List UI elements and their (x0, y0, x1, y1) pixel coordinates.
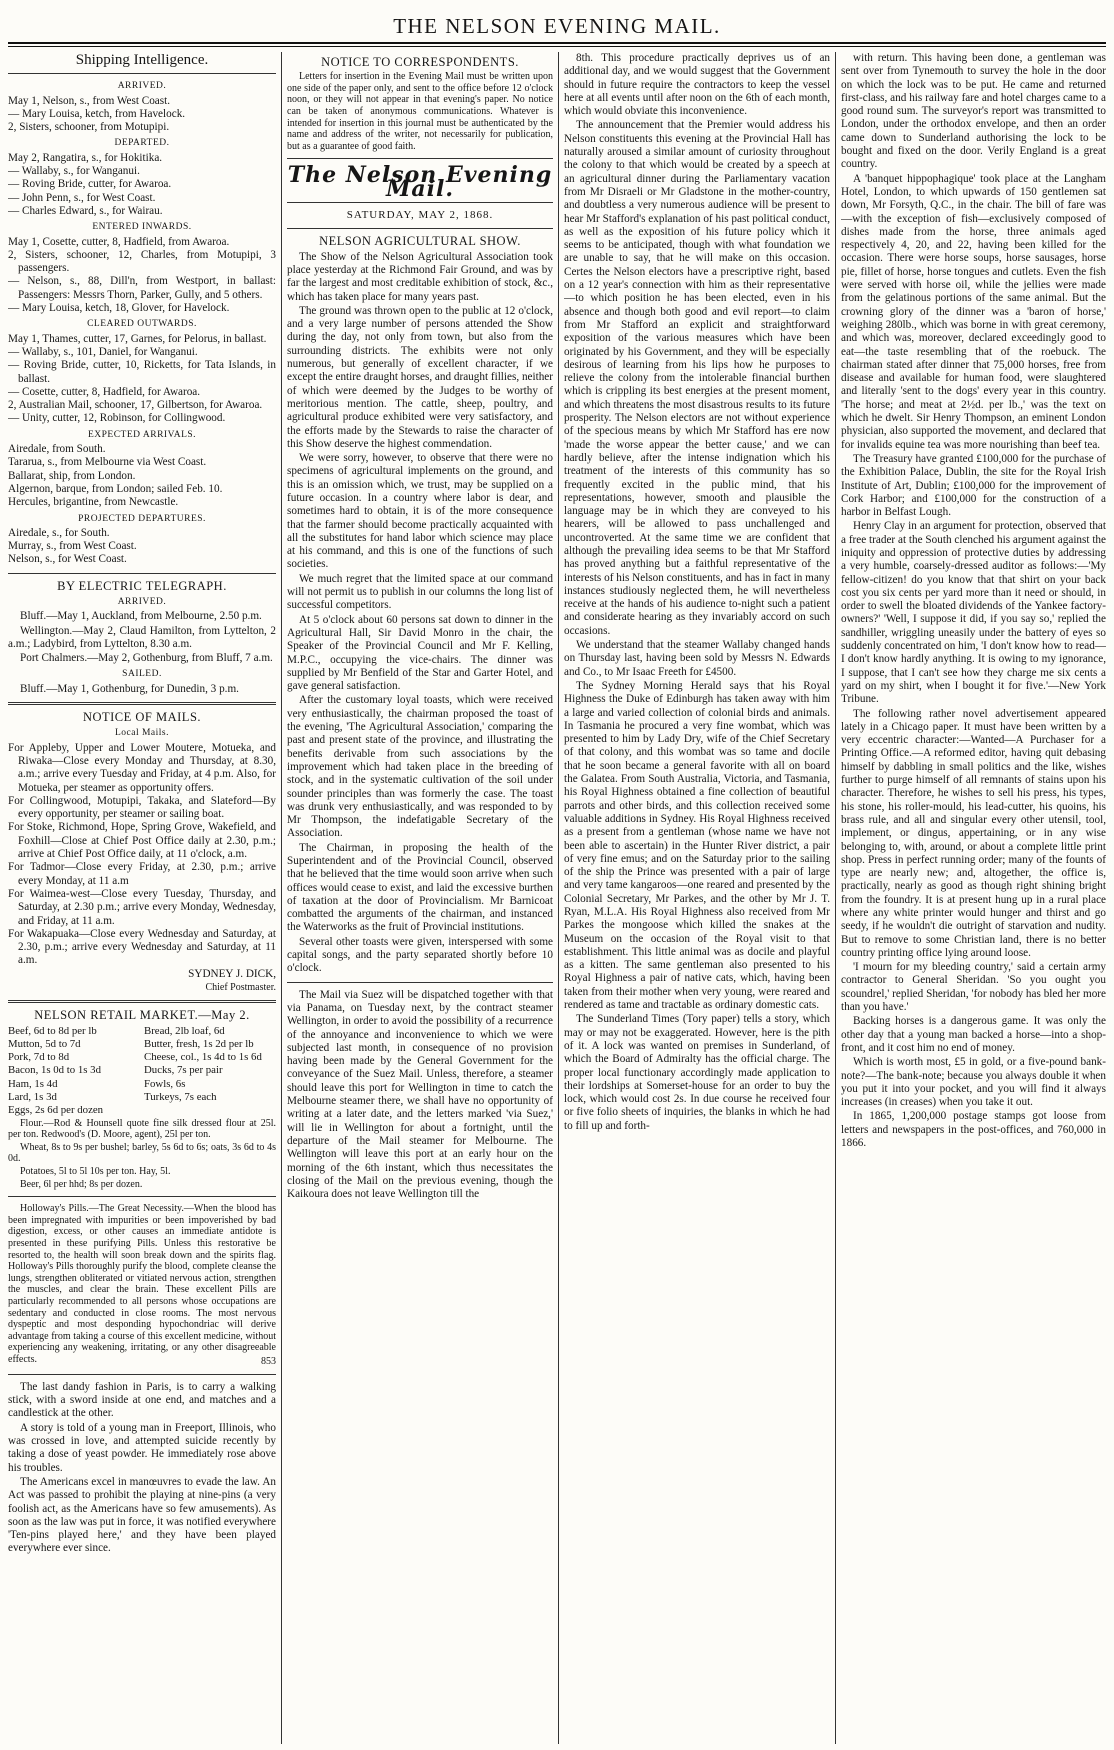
paragraph: Henry Clay in an argument for protection, observed that a free trader at the South clenched his argument against the iniquity and oppression of protective duties by addressing a very humble, coarsely-dressed auditor as follows:—'My fellow-citizen! do you know that that shirt on your back cost you six cents per yard more than it need or should, in order to swell the bloated dividends of the Yankee factory-owners?' 'Well, I suppose it did, if you say so,' replied the sandhiller, wriggling uneasily under the battery of eyes so suddenly concentrated on him, 'I don't know how to read—I don't know hardly anything. It is owing to my ignorance, I suppose, that I can't see how they charge me six cents a yard on my shirt, when I bought it for five.'—New York Tribune. (841, 520, 1106, 706)
cleared-label: CLEARED OUTWARDS. (87, 319, 197, 330)
paragraph: The Chairman, in proposing the health of the Superintendent and of the Provincial Council, observed that he believed that the time would soon arrive when such offices would cease to exist, and laid the excessive burthen of taxation at the door of Provincialism. Mr Barnicoat combatted the arguments of the chairman, and instanced the Waterworks as the fruit of Provincial institutions. (287, 841, 553, 934)
list-item: For Wakapuaka—Close every Wednesday and Saturday, at 2.30, p.m.; arrive every Wednesday and Saturday, at 11 a.m. (8, 927, 276, 967)
list-item: For Stoke, Richmond, Hope, Spring Grove, Wakefield, and Foxhill—Close at Chief Post Office daily at 2.30, p.m.; arrive at Chief Post Office daily, at 11 o'clock, a.m. (8, 821, 276, 861)
projected-label: PROJECTED DEPARTURES. (78, 513, 206, 524)
paragraph: Several other toasts were given, interspersed with some capital songs, and the party separated shortly before 10 o'clock. (287, 935, 553, 975)
list-item: — Roving Bride, cutter, for Awaroa. (8, 178, 172, 191)
expected-list (8, 443, 276, 509)
list-item: Ham, 1s 4d (8, 1077, 58, 1090)
shipping-title: Shipping Intelligence. (75, 52, 209, 68)
paragraph: Port Chalmers.—May 2, Gothenburg, from Bluff, 7 a.m. (20, 652, 273, 665)
entered-label: ENTERED INWARDS. (92, 222, 192, 233)
list-item: Mutton, 5d to 7d (8, 1037, 81, 1050)
expected-label: EXPECTED ARRIVALS. (87, 429, 197, 440)
list-item: — Cosette, cutter, 8, Hadfield, for Awaroa. (8, 385, 201, 398)
paragraph: The Mail via Suez will be dispatched together with that via Panama, on Tuesday next, by the contract steamer Wellington, in order to avoid the possibility of a recurrence of the annoyance and inconvenience to which we were subjected last month, in consequence of no provision having been made by the General Government for the conveyance of the Suez Mail. Unless, therefore, a steamer should leave this port for Wellington in time to catch the Melbourne steamer there, we shall have no opportunity of writing at a later date, and the letters marked 'via Suez,' will lie in Wellington for about a fortnight, until the departure of the Mail steamer for Melbourne. The Wellington will leave this port at an early hour on the morning of the 6th instant, which thus necessitates the closing of the Mail on the previous evening, though the Kaikoura does not leave Wellington till the (287, 988, 553, 1201)
column-2 (287, 52, 553, 1744)
divider (287, 228, 553, 229)
list-item: For Waimea-west—Close every Tuesday, Thursday, and Saturday, at 2.30 p.m.; arrive every Monday, Wednesday, and Friday, at 11 a.m. (8, 887, 276, 927)
paragraph: The last dandy fashion in Paris, is to carry a walking stick, with a sword inside at one end, and matches and a candlestick at the other. (8, 1380, 276, 1420)
market-right (144, 1025, 276, 1118)
divider (8, 1196, 276, 1197)
column-3-paragraphs (564, 52, 830, 1133)
list-item: Ducks, 7s per pair (144, 1064, 223, 1077)
paragraph: Bluff.—May 1, Auckland, from Melbourne, 2.50 p.m. (20, 610, 262, 623)
paragraph: with return. This having been done, a gentleman was sent over from Tynemouth to survey the hole in the door on which the lock was to be put. He came and returned first-class, and his railway fare and hotel charges came to a good round sum. The surveyor's report was transmitted to London, under the orthodox envelope, and then an order came down to Sunderland authorising the lock to be bought and fixed on the door. Verily England is a great country. (841, 52, 1106, 171)
paragraph: The Treasury have granted £100,000 for the purchase of the Exhibition Palace, Dublin, the site for the Royal Irish Institute of Art, Dublin; £100,000 for the improvement of Cork Harbor; and £100,000 for the construction of a harbor in Belfast Lough. (841, 452, 1106, 519)
list-item: Nelson, s., for West Coast. (8, 553, 127, 566)
list-item: Bread, 2lb loaf, 6d (144, 1024, 225, 1037)
paragraph: The Sydney Morning Herald says that his Royal Highness the Duke of Edinburgh has taken away with him a large and varied collection of colonial birds and animals. In Tasmania he procured a very fine wombat, which was presented to him by Lady Dry, wife of the Chief Secretary of that colony, and this wombat was so tame and docile that he soon became a general favorite with all on board the Galatea. From South Australia, Victoria, and Tasmania, his Royal Highness obtained a fine collection of beautiful parrots and other birds, and this collection received some valuable additions in Sydney. His Royal Highness received as a present from a gentleman (whose name we have not been able to ascertain) in the Hunter River district, a pair of very fine emus; and on the Saturday prior to the sailing of the ship the Prince was presented with a pair of large and very tame kangaroos—one reared and presented by the Colonial Secretary, Mr Parkes, and the other by Mr J. T. Ryan, M.L.A. His Royal Highness also received from Mr Parkes the mongoose which killed the snakes at the Museum on the occasion of the Royal visit to that establishment. This little animal was as docile and playful as a kitten. The same gentleman also presented to his Royal Highness a pair of native cats, which, having been taken from their mother when very young, were reared and rendered as tame and tractable as ordinary domestic cats. (564, 679, 830, 1012)
list-item: Eggs, 2s 6d per dozen (8, 1104, 104, 1117)
list-item: Airedale, s., for South. (8, 526, 110, 539)
show-title: NELSON AGRICULTURAL SHOW. (319, 234, 521, 249)
market-notes (8, 1118, 276, 1191)
show-article (287, 251, 553, 976)
list-item: — Wallaby, s., for Wanganui. (8, 165, 140, 178)
paragraph: 'I mourn for my bleeding country,' said a certain army contractor to General Sheridan. 'So you ought you scoundrel,' replied Sheridan, 'for nobody has bled her more than you have.' (841, 961, 1106, 1014)
list-item: — Mary Louisa, ketch, 18, Glover, for Havelock. (8, 302, 230, 315)
nameplate: The Nelson Evening Mail. (287, 162, 553, 202)
tel-arrived-label: ARRIVED. (117, 596, 167, 607)
departed-list (8, 152, 276, 218)
list-item: — John Penn, s., for West Coast. (8, 191, 156, 204)
divider (8, 573, 276, 574)
column-1-paragraphs (8, 1381, 276, 1556)
list-item: Beef, 6d to 8d per lb (8, 1024, 97, 1037)
tel-sailed-label: SAILED. (122, 669, 162, 680)
paragraph: After the customary loyal toasts, which were received very enthusiastically, the chairman proposed the toast of the evening, 'The Agricultural Association,' comparing the past and present state of the province, and illustrating the benefits derivable from such associations by the improvement which had taken place in the breeding of stock, and in the systematic cultivation of the soil under sounder principles than was formerly the case. The toast was drunk very enthusiastically, and was responded to by Mr Thompson, the indefatigable Secretary of the Association. (287, 694, 553, 840)
divider (8, 702, 276, 705)
list-item: Turkeys, 7s each (144, 1091, 217, 1104)
column-divider (281, 52, 282, 1744)
list-item: Tararua, s., from Melbourne via West Coast. (8, 456, 207, 469)
list-item: — Roving Bride, cutter, 10, Ricketts, for Tata Islands, in ballast. (8, 359, 276, 385)
paragraph: Bluff.—May 1, Gothenburg, for Dunedin, 3 p.m. (20, 682, 239, 695)
list-item: For Appleby, Upper and Lower Moutere, Motueka, and Riwaka—Close every Monday and Thursday, at 8.30, a.m.; arrive every Tuesday and Friday, at 4 p.m. Also, for Motueka, per steamer as opportunity offers. (8, 741, 276, 794)
paragraph: The announcement that the Premier would address his Nelson constituents this evening at the Provincial Hall has naturally aroused a similar amount of curiosity throughout the colony to that which would be created by a speech at an agricultural dinner during the Parliamentary vacation from Mr Disraeli or Mr Gladstone in the mother-country, and doubtless a very numerous audience will be present to hear Mr Stafford's explanation of his past political conduct, as well as the exposition of his future policy which it seems to be anticipated, though with what foundation we are unable to say, that he will make on this occasion. Certes the Nelson electors have a prescriptive right, based on a 12 year's connection with him as their representative—to which position he has been elected, even in his absence and though both good and evil report—to claim from Mr Stafford an explicit and straightforward exposition of the various measures which have been originated by his Government, and they will be especially desirous of learning from his lips how he purposes to relieve the colony from the intolerable financial burthen which is crippling its best energies at the present moment, and which threatens the most disastrous results to its future prosperity. The Nelson electors are not without experience of the specious means by which Mr Stafford has ere now 'made the worse appear the better cause,' and we can hardly believe, after the intense indignation which his treatment of the interests of this community has so frequently excited in the public mind, that his representations, however, smooth and plausible the language may be in which they are conveyed to his hearers, will be allowed to pass unchallenged and uncontroverted. At the same time we are confident that although the prevailing idea seems to be that Mr Stafford has proved anything but a faithful representative of the interests of his Nelson constituents, and has in fact in many instances studiously neglected them, he will nevertheless receive at the hands of his audience to-night such a patient and considerate hearing as they invariably accord on such occasions. (564, 119, 830, 637)
list-item: — Charles Edward, s., for Wairau. (8, 204, 163, 217)
paragraph: At 5 o'clock about 60 persons sat down to dinner in the Agricultural Hall, Sir David Monro in the chair, the Speaker of the Provincial Council and Mr F. Kelling, M.P.C., occupying the vice-chairs. The dinner was supplied by Mr Benfield of the Star and Garter Hotel, and gave general satisfaction. (287, 613, 553, 693)
paragraph: We much regret that the limited space at our command will not permit us to publish in our columns the long list of successful competitors. (287, 572, 553, 612)
list-item: Pork, 7d to 8d (8, 1051, 70, 1064)
list-item: May 1, Cosette, cutter, 8, Hadfield, from Awaroa. (8, 235, 230, 248)
list-item: For Tadmor—Close every Friday, at 2.30, p.m.; arrive every Monday, at 11 a.m (8, 861, 276, 887)
list-item: 2, Sisters, schooner, from Motupipi. (8, 121, 170, 134)
paragraph: Flour.—Rod & Hounsell quote fine silk dressed flour at 25l. per ton. Redwood's (D. Moore, agent), 25l per ton. (8, 1117, 276, 1141)
list-item: Airedale, from South. (8, 443, 106, 456)
tel-sailed-list (8, 683, 276, 696)
list-item: 2, Australian Mail, schooner, 17, Gilbertson, for Awaroa. (8, 399, 263, 412)
mails-signature-title: Chief Postmaster. (205, 982, 276, 993)
mails-list (8, 742, 276, 968)
list-item: Ballarat, ship, from London. (8, 469, 136, 482)
paragraph: A story is told of a young man in Freeport, Illinois, who was crossed in love, and attempted suicide recently by taking a dose of yeast powder. He immediately rose above his troubles. (8, 1421, 276, 1474)
arrived-label: ARRIVED. (117, 81, 167, 92)
paragraph: A 'banquet hippophagique' took place at the Langham Hotel, London, to which upwards of 150 gentlemen sat down, Mr Forsyth, Q.C., in the chair. The bill of fare was—with the exception of fish—exclusively composed of dishes made from the horse, three animals aged respectively 4, 20, and 22, having been killed for the occasion. There were horse soups, horse sausages, horse pie, fillet of horse, horse tongues and cutlets. Even the fish were served with horse oil, while the jellies were made from the gelatinous portions of the same animal. But the crowning glory of the dinner was a 'baron of horse,' weighing 280lb., which was borne in with great ceremony, and which was, moreover, declared exceedingly good to eat—the taste resembling that of the roebuck. The chairman stated after dinner that 75,000 horses, free from disease and available for human food, were slaughtered and literally 'sent to the dogs' every year in this country. 'The horse; and meat at 2½d. per lb.,' was the text on which he dwelt. Sir Henry Thompson, an eminent London physician, also supported the movement, and declared that for invalids equine tea was more nourishing than beef tea. (841, 172, 1106, 451)
divider (287, 202, 553, 203)
list-item: Bacon, 1s 0d to 1s 3d (8, 1064, 101, 1077)
paragraph: Wellington.—May 2, Claud Hamilton, from Lyttelton, 2 a.m.; Ladybird, from Lyttelton, 8.30 a.m. (8, 624, 276, 650)
list-item: May 1, Thames, cutter, 17, Garnes, for Pelorus, in ballast. (8, 332, 267, 345)
list-item: — Unity, cutter, 12, Robinson, for Collingwood. (8, 412, 226, 425)
suez-article (287, 989, 553, 1202)
market-table (8, 1025, 276, 1118)
paragraph: We understand that the steamer Wallaby changed hands on Thursday last, having been sold by Messrs N. Edwards and Co., to Mr Isaac Freeth for £4500. (564, 639, 830, 678)
divider (287, 982, 553, 983)
paragraph: Wheat, 8s to 9s per bushel; barley, 5s 6d to 6s; oats, 3s 6d to 4s 0d. (8, 1141, 276, 1165)
column-divider (835, 52, 836, 1744)
list-item: May 2, Rangatira, s., for Hokitika. (8, 151, 163, 164)
holloway-advert: Holloway's Pills.—The Great Necessity.—When the blood has been impregnated with impurities or been impoverished by bad digestion, excess, or other causes an immediate antidote is presented in these purifying Pills. Unless this restorative be resorted to, the health will soon break down and the spirits flag. Holloway's Pills thoroughly purify the blood, complete cleanse the lungs, strengthen obliterated or vitiated nervous action, strengthen the muscles, and clear the brain. These excellent Pills are particularly recommended to all persons whose occupations are sedentary and conducted in close rooms. The most nervous dyspeptic and most desponding hypochondriac will derive advantage from taking a course of this excellent medicine, without experiencing any weakening, irritating, or any other disagreeable effects. (8, 1203, 276, 1365)
market-left (8, 1025, 140, 1118)
market-title: NELSON RETAIL MARKET.—May 2. (34, 1008, 250, 1023)
notice-text: Letters for insertion in the Evening Mail must be written upon one side of the paper only, and sent to the office before 12 o'clock noon, or they will not appear in that evening's paper. No notice can be taken of anonymous communications. Whatever is intended for insertion in this journal must be authenticated by the name and address of the writer, not necessarily for publication, but as a guarantee of good faith. (287, 71, 553, 152)
paragraph: Backing horses is a dangerous game. It was only the other day that a young man backed a horse—into a shop-front, and it cost him no end of money. (841, 1015, 1106, 1054)
top-rule (8, 42, 1106, 44)
entered-list (8, 236, 276, 316)
paragraph: The Americans excel in manœuvres to evade the law. An Act was passed to prohibit the playing at nine-pins (a very foolish act, as the Americans have so few amusements). As soon as the law was put in force, it was notified everywhere 'Ten-pins played here,' and they have been played everywhere ever since. (8, 1475, 276, 1555)
list-item: Murray, s., from West Coast. (8, 540, 137, 553)
tel-arrived-list (8, 610, 276, 665)
list-item: — Mary Louisa, ketch, from Havelock. (8, 107, 186, 120)
departed-label: DEPARTED. (114, 138, 170, 149)
paragraph: Which is worth most, £5 in gold, or a five-pound bank-note?—The bank-note; because you always double it when you put it into your pocket, and you will find it always increases (in creases) when you take it out. (841, 1056, 1106, 1109)
column-1 (8, 52, 276, 1744)
list-item: Algernon, barque, from London; sailed Feb. 10. (8, 482, 223, 495)
mails-signature: SYDNEY J. DICK, (188, 967, 276, 980)
divider (287, 158, 553, 159)
column-4-paragraphs (841, 52, 1106, 1150)
list-item: Hercules, brigantine, from Newcastle. (8, 496, 179, 509)
divider (8, 1374, 276, 1375)
paragraph: We were sorry, however, to observe that there were no specimens of agricultural implements on the ground, and this is an omission which, we trust, may be supplied on a future occasion. In a country where labor is dear, and sometimes hard to obtain, it is of the more consequence that the farmer should become practically acquainted with all the substitutes for hand labor which science may place at his command, and this is one of the functions of such societies. (287, 452, 553, 571)
masthead: THE NELSON EVENING MAIL. (393, 14, 721, 38)
mails-title: NOTICE OF MAILS. (82, 710, 202, 725)
paragraph: The Show of the Nelson Agricultural Association took place yesterday at the Richmond Fair Ground, and was by far the largest and most creditable exhibition of stock, &c., which has taken place for many years past. (287, 250, 553, 303)
divider (8, 73, 276, 74)
list-item: For Collingwood, Motupipi, Takaka, and Slateford—By every opportunity, per steamer or sailing boat. (8, 794, 276, 821)
paragraph: Beer, 6l per hhd; 8s per dozen. (20, 1178, 143, 1190)
list-item: 2, Sisters, schooner, 12, Charles, from Motupipi, 3 passengers. (8, 248, 276, 275)
list-item: Fowls, 6s (144, 1077, 186, 1090)
paragraph: The following rather novel advertisement appeared lately in a Chicago paper. It must have been written by a very eccentric character:—Wanted—A Purchaser for a Printing Office.—A reformed editor, having quit debasing himself by dabbling in small politics and the like, wishes further to purge himself of all remnants of stains upon his character. Therefore, he wishes to sell his press, his types, his stone, his roller-mould, his lead-cutter, his quoins, his brass rule, and all and singular every other utensil, tool, implement, or dingus, appertaining, or in any wise belonging to, with, around, or about a complete little print shop. Press in perfect running order; many of the founts of type are nearly new; and, altogether, the office is, practically, nearly as good as though right shining bright from the foundry. It is at present hung up in a rural place where any white printer would hunger and thirst and go seedy, if he wouldn't die outright of starvation and nudity. But to remove to some Christian land, there is no better country printing office lying around loose. (841, 707, 1106, 959)
paragraph: Potatoes, 5l to 5l 10s per ton. Hay, 5l. (20, 1166, 171, 1178)
column-4 (841, 52, 1106, 1744)
paragraph: The Sunderland Times (Tory paper) tells a story, which may or may not be exaggerated. However, here is the pith of it. A lock was wanted on premises in Sunderland, of which the Board of Admiralty has the official charge. The proper local functionary accordingly made application to their lordships at Somerset-house for an order to buy the lock, which would cost 2s. In due course he received four or five folio sheets of inquiries, the blanks in which he had to fill up and forth- (564, 1013, 830, 1132)
list-item: Cheese, col., 1s 4d to 1s 6d (144, 1051, 262, 1064)
telegraph-title: BY ELECTRIC TELEGRAPH. (57, 578, 227, 593)
divider (8, 1000, 276, 1003)
arrived-list (8, 95, 276, 135)
cleared-list (8, 333, 276, 426)
list-item: May 1, Nelson, s., from West Coast. (8, 94, 171, 107)
paragraph: 8th. This procedure practically deprives us of an additional day, and we would suggest that the Government should in future require the contractors to keep the vessel here at all events until after noon on the 6th of each month, which would obviate this inconvenience. (564, 52, 830, 118)
projected-list (8, 527, 276, 567)
issue-date: SATURDAY, MAY 2, 1868. (346, 209, 494, 222)
mails-subtitle: Local Mails. (114, 728, 169, 739)
column-3 (564, 52, 830, 1744)
top-rule-thin (8, 46, 1106, 47)
paragraph: In 1865, 1,200,000 postage stamps got loose from letters and newspapers in the post-offices, and 760,000 in 1866. (841, 1110, 1106, 1150)
list-item: — Nelson, s., 88, Dill'n, from Westport, in ballast: Passengers: Messrs Thorn, Parker, Gully, and 5 others. (8, 275, 276, 301)
list-item: Lard, 1s 3d (8, 1091, 57, 1104)
list-item: — Wallaby, s., 101, Daniel, for Wanganui. (8, 345, 198, 358)
column-divider (558, 52, 559, 1744)
notice-title: NOTICE TO CORRESPONDENTS. (321, 55, 519, 69)
paragraph: The ground was thrown open to the public at 12 o'clock, and a very large number of persons attended the Show during the day, not only from town, but also from the surrounding districts. The exhibits were not only numerous, but generally of excellent character, if we except the entire draught horses, and draught fillies, neither of which were deemed by the Judges to be worthy of meritorious mention. The cattle, sheep, poultry, and agricultural produce exhibited were very satisfactory, and the efforts made by the Stewards to raise the character of this Show deserve the highest commendation. (287, 304, 553, 450)
list-item: Butter, fresh, 1s 2d per lb (144, 1037, 254, 1050)
advert-number: 853 (261, 1355, 276, 1367)
